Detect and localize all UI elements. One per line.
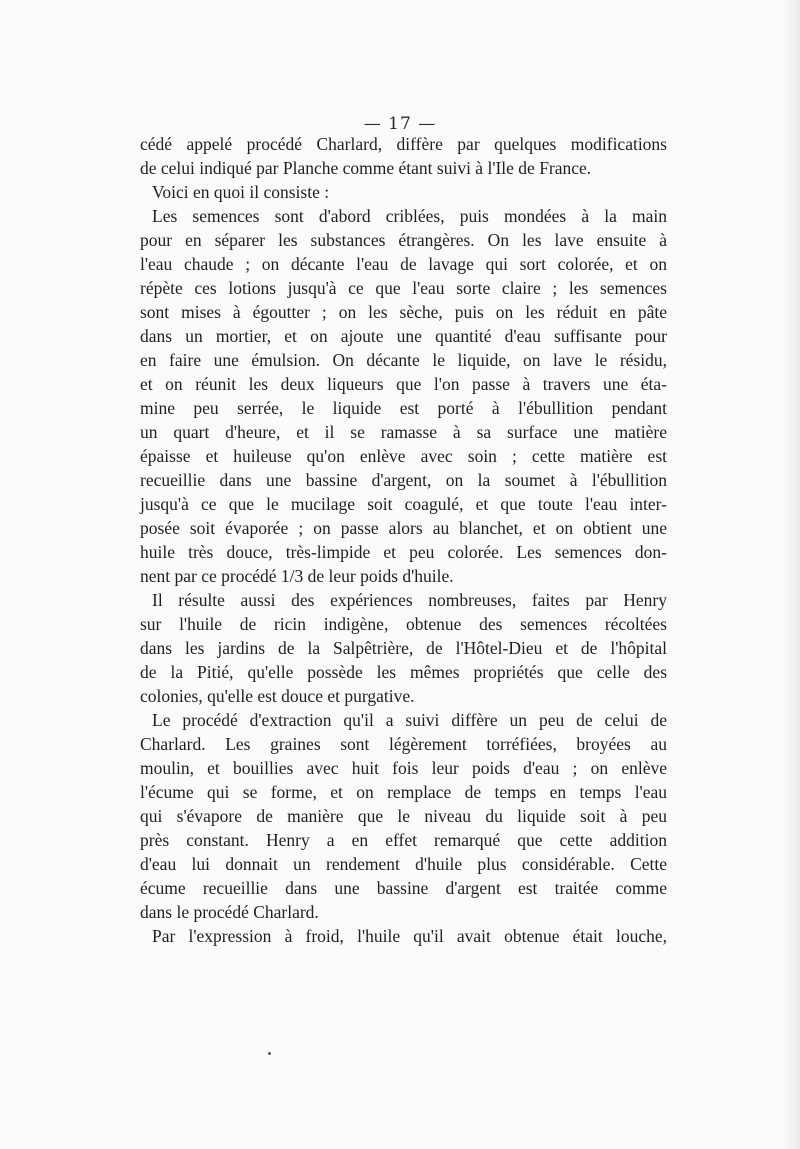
body-text (140, 132, 667, 948)
text-line: jusqu'à ce que le mucilage soit coagulé, et que toute l'eau inter- (140, 494, 667, 514)
text-line: un quart d'heure, et il se ramasse à sa surface une matière (140, 422, 667, 442)
ink-speck (268, 1052, 271, 1055)
text-line: l'écume qui se forme, et on remplace de temps en temps l'eau (140, 782, 667, 802)
text-line: répète ces lotions jusqu'à ce que l'eau sorte claire ; les semences (140, 278, 667, 298)
text-line: Par l'expression à froid, l'huile qu'il avait obtenue était louche, (152, 926, 667, 946)
text-line: Le procédé d'extraction qu'il a suivi diffère un peu de celui de (152, 710, 667, 730)
text-line: Charlard. Les graines sont légèrement torréfiées, broyées au (140, 734, 667, 754)
page-edge-shadow (782, 0, 800, 1149)
text-line: cédé appelé procédé Charlard, diffère par quelques modifications (140, 134, 667, 154)
text-line: Voici en quoi il consiste : (152, 182, 330, 202)
text-line: recueillie dans une bassine d'argent, on la soumet à l'ébullition (140, 470, 667, 490)
text-line: l'eau chaude ; on décante l'eau de lavage qui sort colorée, et on (140, 254, 667, 274)
text-line: huile très douce, très-limpide et peu colorée. Les semences don- (140, 542, 667, 562)
text-line: de la Pitié, qu'elle possède les mêmes propriétés que celle des (140, 662, 667, 682)
text-line: d'eau lui donnait un rendement d'huile plus considérable. Cette (140, 854, 667, 874)
text-line: Il résulte aussi des expériences nombreuses, faites par Henry (152, 590, 667, 610)
text-line: de celui indiqué par Planche comme étant suivi à l'Ile de France. (140, 158, 592, 178)
text-line: dans le procédé Charlard. (140, 902, 319, 922)
text-line: nent par ce procédé 1/3 de leur poids d'huile. (140, 566, 454, 586)
text-line: dans les jardins de la Salpêtrière, de l'Hôtel-Dieu et de l'hôpital (140, 638, 667, 658)
page-number: — 17 — (363, 114, 437, 134)
text-line: pour en séparer les substances étrangères. On les lave ensuite à (140, 230, 667, 250)
text-line: et on réunit les deux liqueurs que l'on passe à travers une éta- (140, 374, 667, 394)
text-line: sur l'huile de ricin indigène, obtenue des semences récoltées (140, 614, 667, 634)
text-line: moulin, et bouillies avec huit fois leur poids d'eau ; on enlève (140, 758, 667, 778)
text-line: écume recueillie dans une bassine d'argent est traitée comme (140, 878, 667, 898)
text-line: posée soit évaporée ; on passe alors au blanchet, et on obtient une (140, 518, 667, 538)
text-line: qui s'évapore de manière que le niveau du liquide soit à peu (140, 806, 667, 826)
text-line: sont mises à égoutter ; on les sèche, puis on les réduit en pâte (140, 302, 667, 322)
text-line: près constant. Henry a en effet remarqué que cette addition (140, 830, 667, 850)
text-line: épaisse et huileuse qu'on enlève avec soin ; cette matière est (140, 446, 667, 466)
text-line: mine peu serrée, le liquide est porté à l'ébullition pendant (140, 398, 667, 418)
text-line: Les semences sont d'abord criblées, puis mondées à la main (152, 206, 667, 226)
text-line: en faire une émulsion. On décante le liquide, on lave le résidu, (140, 350, 667, 370)
text-line: colonies, qu'elle est douce et purgative. (140, 686, 415, 706)
text-line: dans un mortier, et on ajoute une quantité d'eau suffisante pour (140, 326, 667, 346)
